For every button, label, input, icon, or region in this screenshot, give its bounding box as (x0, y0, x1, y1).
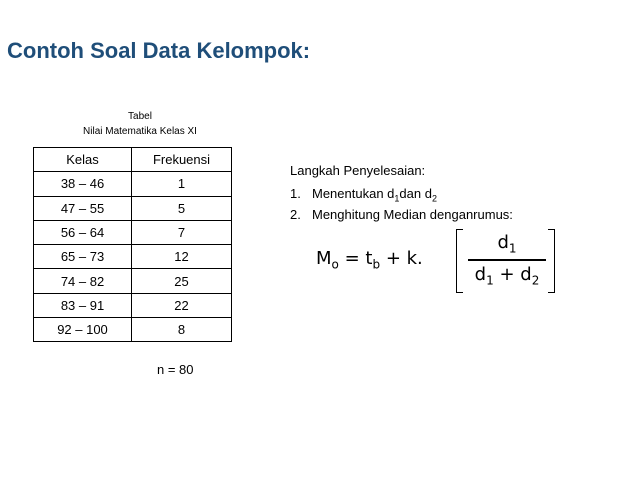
step-number: 2. (290, 207, 301, 222)
table-row (34, 293, 232, 317)
step-item (290, 186, 513, 207)
step-number: 1. (290, 186, 301, 201)
cell-frekuensi: 8 (132, 318, 232, 342)
right-bracket (548, 229, 555, 293)
step-text: dan d (399, 186, 432, 201)
formula-plus-k: + k. (380, 248, 423, 269)
step-subscript: 2 (431, 193, 437, 204)
steps-list (290, 186, 513, 228)
cell-frekuensi: 7 (132, 220, 232, 244)
table-row (34, 172, 232, 196)
total-frequency: n = 80 (157, 362, 194, 377)
step-text: Menghitung Median denganrumus: (312, 207, 513, 222)
cell-kelas: 56 – 64 (34, 220, 132, 244)
formula-equals-t: = t (338, 248, 373, 269)
formula-denominator (468, 264, 546, 288)
cell-kelas: 65 – 73 (34, 245, 132, 269)
cell-frekuensi: 5 (132, 196, 232, 220)
left-bracket (456, 229, 463, 293)
numerator-symbol: d (497, 232, 509, 253)
cell-kelas: 74 – 82 (34, 269, 132, 293)
formula-symbol-m: M (316, 248, 332, 269)
cell-frekuensi: 22 (132, 293, 232, 317)
cell-kelas: 47 – 55 (34, 196, 132, 220)
table-row (34, 220, 232, 244)
table-caption-subtitle: Nilai Matematika Kelas XI (83, 126, 197, 137)
formula-numerator (468, 232, 546, 256)
cell-frekuensi: 25 (132, 269, 232, 293)
slide-title: Contoh Soal Data Kelompok: (7, 38, 311, 63)
formula-left-side (316, 248, 423, 272)
formula-subscript: 2 (531, 273, 540, 288)
header-frekuensi: Frekuensi (132, 148, 232, 172)
formula-subscript: 1 (508, 241, 517, 256)
cell-kelas: 38 – 46 (34, 172, 132, 196)
cell-kelas: 83 – 91 (34, 293, 132, 317)
table-row (34, 196, 232, 220)
cell-frekuensi: 1 (132, 172, 232, 196)
formula-subscript: 1 (486, 273, 494, 288)
step-subscript: 1 (394, 193, 400, 204)
table-header-row (34, 148, 232, 172)
cell-frekuensi: 12 (132, 245, 232, 269)
steps-heading: Langkah Penyelesaian: (290, 163, 426, 178)
table-row (34, 318, 232, 342)
header-kelas: Kelas (34, 148, 132, 172)
denominator-symbol: d (474, 264, 487, 285)
formula-subscript: o (331, 257, 339, 272)
denominator-plus: + d (493, 264, 532, 285)
step-text: Menentukan d (312, 186, 395, 201)
table-row (34, 269, 232, 293)
fraction-line (468, 259, 546, 261)
formula-subscript: b (372, 257, 381, 272)
cell-kelas: 92 – 100 (34, 318, 132, 342)
table-caption-title: Tabel (128, 111, 152, 122)
step-item (290, 207, 513, 228)
frequency-table (33, 147, 232, 342)
mode-formula (316, 226, 566, 292)
table-row (34, 245, 232, 269)
